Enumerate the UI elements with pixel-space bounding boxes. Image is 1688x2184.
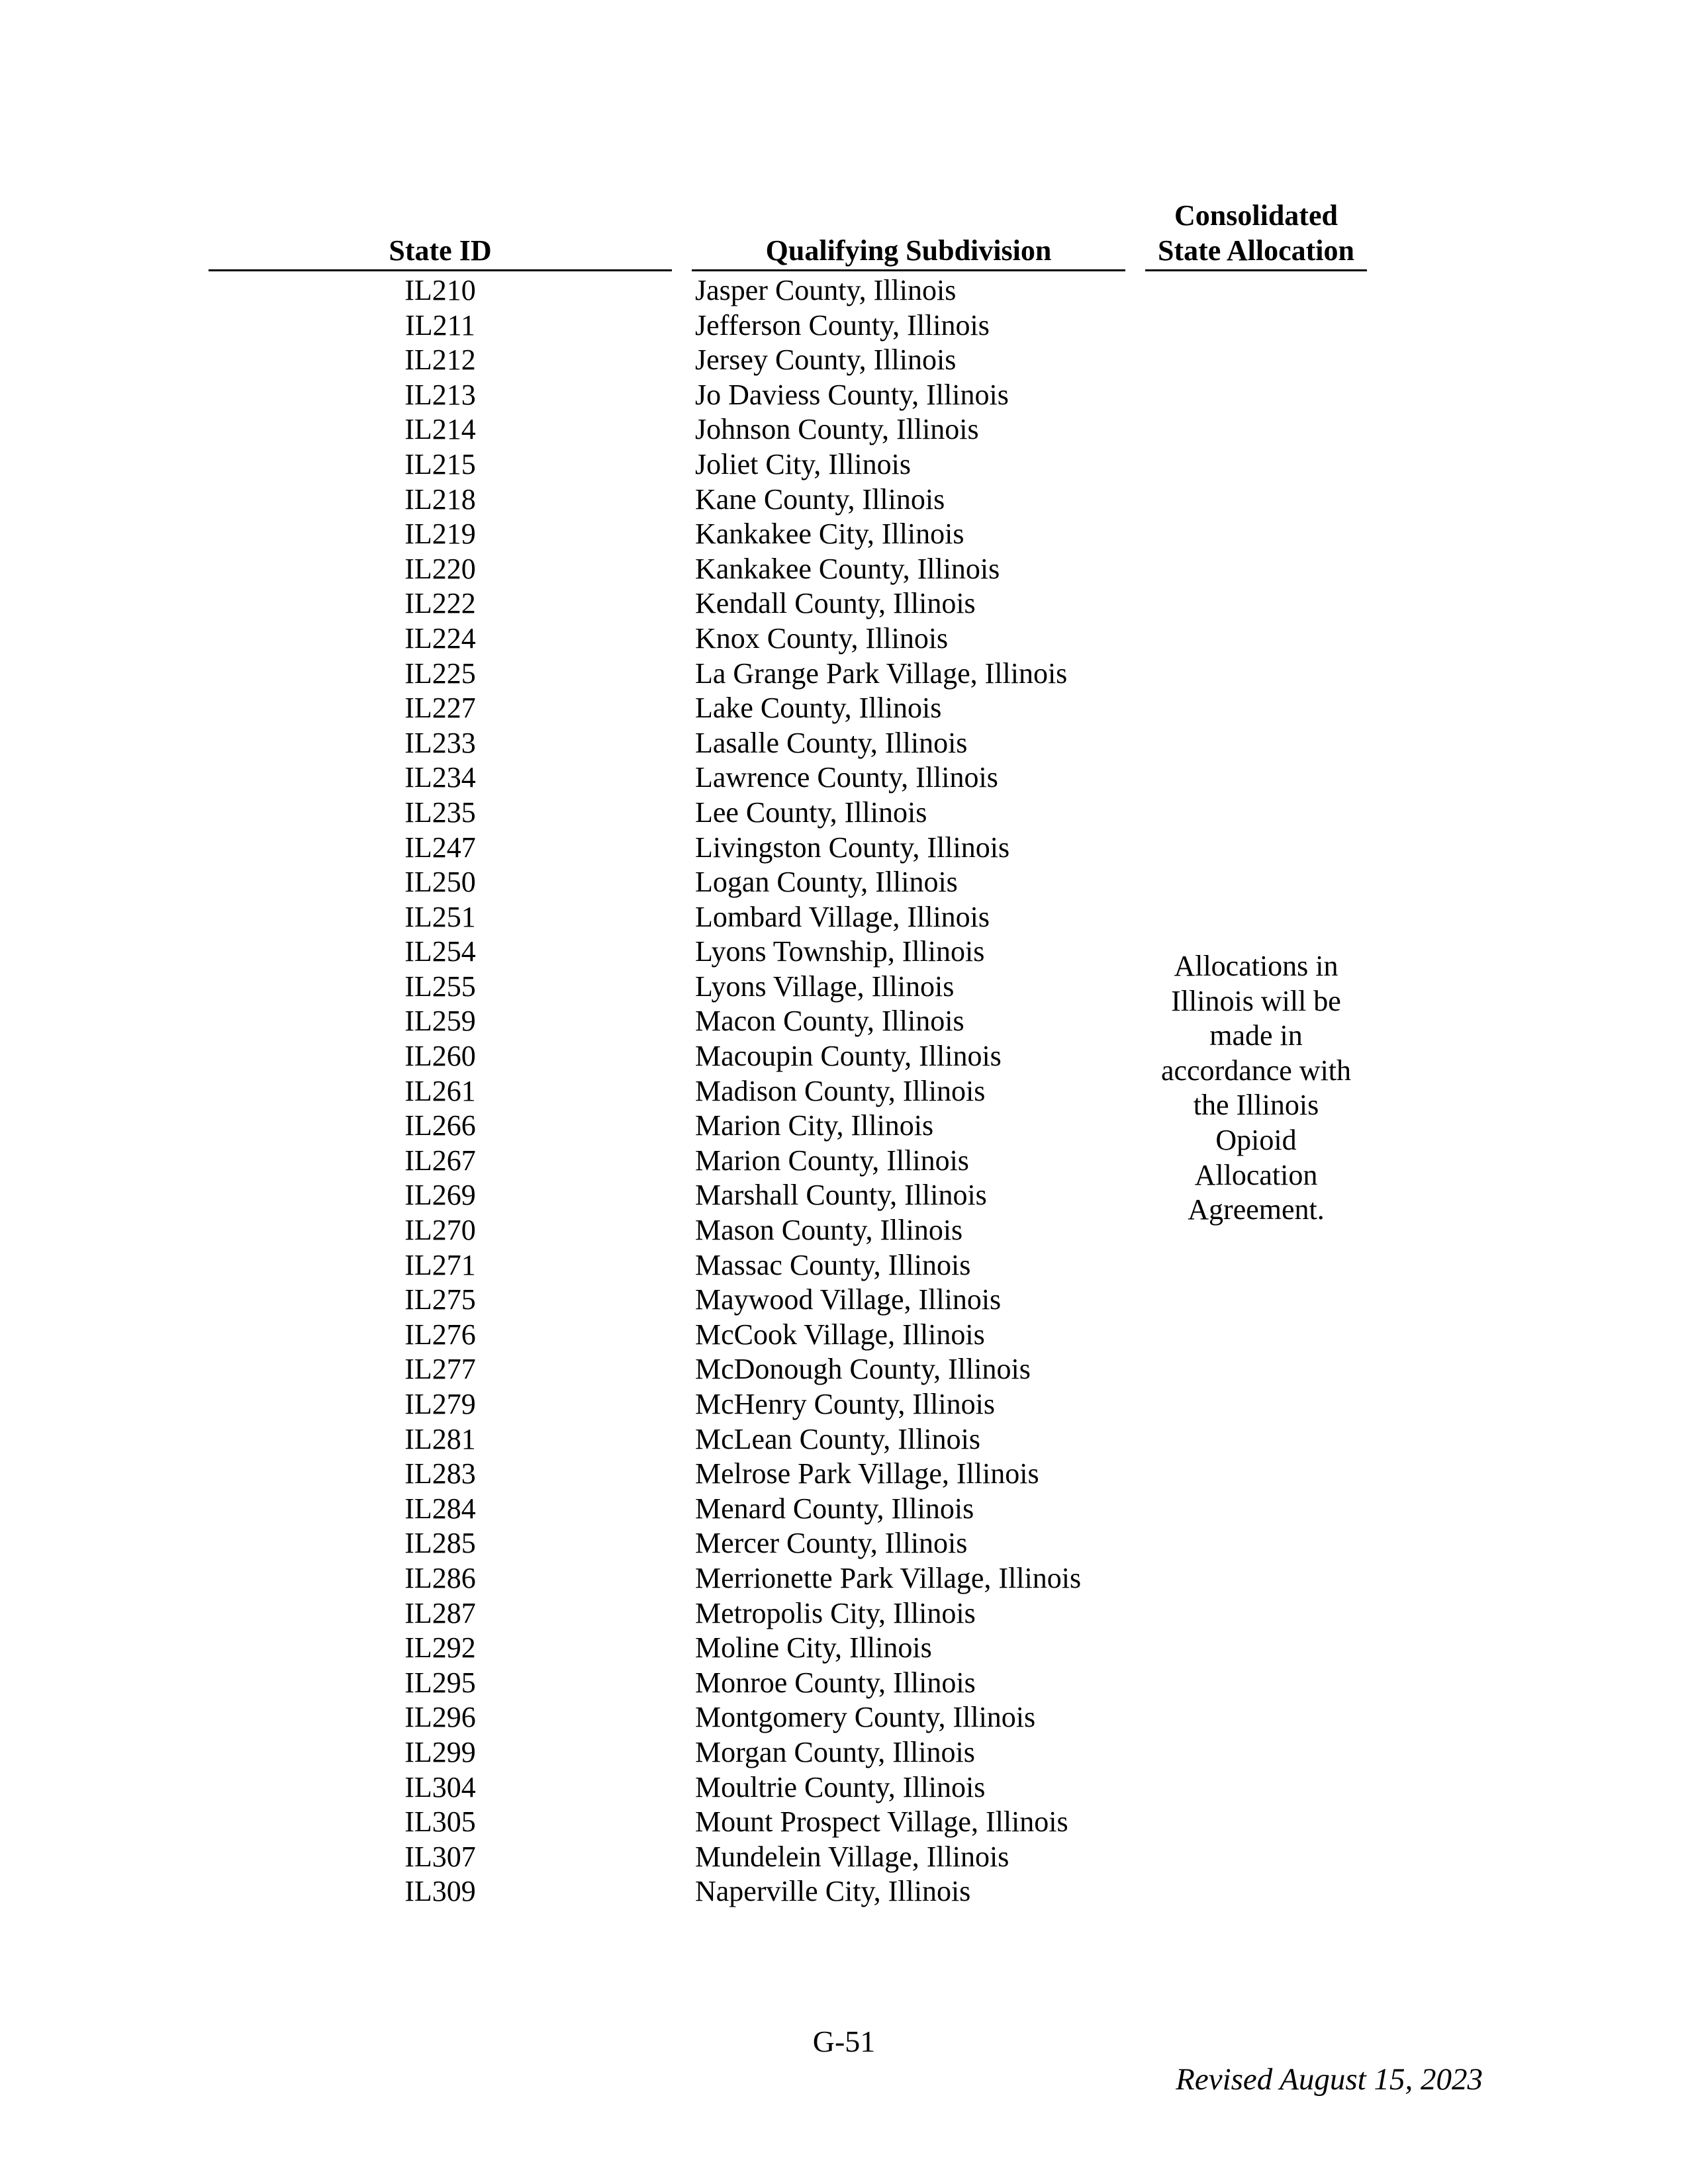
qualifying-subdivision-cell: Lee County, Illinois [695,796,927,829]
table-row [0,691,1688,726]
qualifying-subdivision-cell: Jersey County, Illinois [695,343,957,377]
state-id-cell: IL276 [404,1318,476,1351]
state-id-cell: IL309 [404,1875,476,1908]
table-row [0,900,1688,935]
column-header-qualifying-subdivision: Qualifying Subdivision [765,234,1052,267]
qualifying-subdivision-cell: Menard County, Illinois [695,1492,974,1525]
allocation-note-line: Illinois will be [1171,984,1341,1017]
state-id-cell: IL292 [404,1631,476,1664]
qualifying-subdivision-cell: Mercer County, Illinois [695,1527,968,1560]
qualifying-subdivision-cell: Johnson County, Illinois [695,413,979,446]
table-row [0,621,1688,657]
qualifying-subdivision-cell: Kankakee County, Illinois [695,552,1000,585]
state-id-cell: IL296 [404,1701,476,1734]
table-row [0,831,1688,866]
allocation-note-line: Opioid [1215,1123,1297,1156]
table-row [0,273,1688,308]
qualifying-subdivision-cell: Melrose Park Village, Illinois [695,1457,1039,1490]
state-id-cell: IL213 [404,378,476,411]
qualifying-subdivision-cell: Lake County, Illinois [695,692,942,725]
state-id-cell: IL235 [404,796,476,829]
qualifying-subdivision-cell: Macon County, Illinois [695,1005,964,1038]
table-row [0,1596,1688,1631]
table-row [0,1770,1688,1805]
table-row [0,1526,1688,1561]
table-row [0,1805,1688,1840]
state-id-cell: IL251 [404,900,476,933]
table-row [0,1735,1688,1770]
qualifying-subdivision-cell: Mount Prospect Village, Illinois [695,1805,1068,1839]
qualifying-subdivision-cell: Montgomery County, Illinois [695,1701,1036,1734]
state-id-cell: IL233 [404,726,476,759]
page-number: G-51 [812,2025,876,2058]
qualifying-subdivision-cell: Mundelein Village, Illinois [695,1840,1009,1873]
qualifying-subdivision-cell: Moultrie County, Illinois [695,1770,986,1803]
qualifying-subdivision-cell: Jasper County, Illinois [695,274,957,306]
table-row [0,1561,1688,1596]
state-id-cell: IL234 [404,761,476,794]
qualifying-subdivision-cell: Lyons Township, Illinois [695,935,985,968]
state-id-cell: IL267 [404,1144,476,1177]
table-row [0,796,1688,831]
table-row [0,1144,1688,1179]
column-header-allocation-line-2: State Allocation [1158,234,1354,267]
qualifying-subdivision-cell: Metropolis City, Illinois [695,1596,976,1629]
header-underline-allocation [1145,269,1367,271]
allocation-note-line: Agreement. [1188,1193,1325,1226]
table-row [0,1457,1688,1492]
table-row [0,1039,1688,1074]
header-underline-state-id [209,269,672,271]
qualifying-subdivision-cell: Merrionette Park Village, Illinois [695,1561,1082,1594]
table-row [0,482,1688,518]
table-row [0,1422,1688,1457]
revision-date: Revised August 15, 2023 [1176,2062,1483,2097]
table-row [0,1387,1688,1422]
table-row [0,412,1688,447]
table-row [0,308,1688,343]
qualifying-subdivision-cell: Madison County, Illinois [695,1074,986,1107]
table-row [0,726,1688,761]
qualifying-subdivision-cell: Mason County, Illinois [695,1214,963,1247]
allocation-note [1145,949,1367,1228]
state-id-cell: IL215 [404,447,476,480]
table-row [0,378,1688,413]
table-row [0,1248,1688,1283]
table-row [0,1840,1688,1875]
header-underline-qualifying-subdivision [692,269,1125,271]
qualifying-subdivision-cell: Massac County, Illinois [695,1248,971,1281]
state-id-cell: IL275 [404,1283,476,1316]
state-id-cell: IL299 [404,1735,476,1768]
qualifying-subdivision-cell: Jo Daviess County, Illinois [695,378,1009,411]
table-row [0,517,1688,552]
state-id-cell: IL277 [404,1353,476,1386]
state-id-cell: IL220 [404,552,476,585]
state-id-cell: IL218 [404,482,476,516]
table-row [0,447,1688,482]
table-row [0,1074,1688,1109]
state-id-cell: IL279 [404,1388,476,1420]
qualifying-subdivision-cell: Livingston County, Illinois [695,831,1010,864]
qualifying-subdivision-cell: Marion City, Illinois [695,1109,934,1142]
state-id-cell: IL250 [404,866,476,899]
state-id-cell: IL305 [404,1805,476,1839]
state-id-cell: IL210 [404,274,476,306]
table-row [0,1283,1688,1318]
table-row [0,865,1688,900]
table-row [0,343,1688,378]
qualifying-subdivision-cell: Lasalle County, Illinois [695,726,968,759]
table-row [0,1213,1688,1248]
table-row [0,970,1688,1005]
qualifying-subdivision-cell: La Grange Park Village, Illinois [695,657,1068,690]
qualifying-subdivision-cell: McCook Village, Illinois [695,1318,985,1351]
qualifying-subdivision-cell: Monroe County, Illinois [695,1666,976,1699]
state-id-cell: IL212 [404,343,476,377]
state-id-cell: IL219 [404,518,476,551]
qualifying-subdivision-cell: Logan County, Illinois [695,866,958,899]
state-id-cell: IL269 [404,1179,476,1212]
table-row [0,657,1688,692]
qualifying-subdivision-cell: Kane County, Illinois [695,482,945,516]
state-id-cell: IL287 [404,1596,476,1629]
state-id-cell: IL211 [405,308,475,341]
state-id-cell: IL271 [404,1248,476,1281]
state-id-cell: IL270 [404,1214,476,1247]
state-id-cell: IL295 [404,1666,476,1699]
table-row [0,1874,1688,1909]
table-row [0,1352,1688,1387]
state-id-cell: IL224 [404,621,476,655]
allocation-note-line: Allocations in [1174,950,1338,982]
qualifying-subdivision-cell: McLean County, Illinois [695,1422,980,1455]
subdivision-table [0,273,1688,1909]
state-id-cell: IL255 [404,970,476,1003]
table-row [0,1318,1688,1353]
state-id-cell: IL283 [404,1457,476,1490]
table-row [0,1631,1688,1666]
state-id-cell: IL225 [404,657,476,690]
state-id-cell: IL285 [404,1527,476,1560]
qualifying-subdivision-cell: Lyons Village, Illinois [695,970,955,1003]
qualifying-subdivision-cell: Morgan County, Illinois [695,1735,975,1768]
table-row [0,1109,1688,1144]
table-row [0,1178,1688,1213]
state-id-cell: IL260 [404,1040,476,1073]
state-id-cell: IL284 [404,1492,476,1525]
table-row [0,1700,1688,1735]
column-header-consolidated-state-allocation [1145,198,1367,268]
allocation-note-line: Allocation [1194,1158,1318,1191]
state-id-cell: IL247 [404,831,476,864]
qualifying-subdivision-cell: Naperville City, Illinois [695,1875,971,1908]
state-id-cell: IL304 [404,1770,476,1803]
state-id-cell: IL281 [404,1422,476,1455]
state-id-cell: IL266 [404,1109,476,1142]
qualifying-subdivision-cell: Macoupin County, Illinois [695,1040,1002,1073]
state-id-cell: IL307 [404,1840,476,1873]
state-id-cell: IL214 [404,413,476,446]
table-row [0,586,1688,621]
qualifying-subdivision-cell: McDonough County, Illinois [695,1353,1031,1386]
table-row [0,760,1688,796]
qualifying-subdivision-cell: Maywood Village, Illinois [695,1283,1002,1316]
table-row [0,552,1688,587]
qualifying-subdivision-cell: Jefferson County, Illinois [695,308,990,341]
qualifying-subdivision-cell: Marion County, Illinois [695,1144,969,1177]
column-header-state-id: State ID [389,234,492,267]
table-row [0,1666,1688,1701]
qualifying-subdivision-cell: Marshall County, Illinois [695,1179,987,1212]
qualifying-subdivision-cell: Knox County, Illinois [695,621,949,655]
table-row [0,934,1688,970]
state-id-cell: IL261 [404,1074,476,1107]
qualifying-subdivision-cell: Kendall County, Illinois [695,587,976,620]
table-row [0,1492,1688,1527]
qualifying-subdivision-cell: Lawrence County, Illinois [695,761,998,794]
state-id-cell: IL227 [404,692,476,725]
allocation-note-line: accordance with [1160,1054,1352,1087]
state-id-cell: IL222 [404,587,476,620]
state-id-cell: IL254 [404,935,476,968]
qualifying-subdivision-cell: Moline City, Illinois [695,1631,932,1664]
allocation-note-line: made in [1209,1019,1303,1052]
qualifying-subdivision-cell: McHenry County, Illinois [695,1388,995,1420]
qualifying-subdivision-cell: Lombard Village, Illinois [695,900,990,933]
qualifying-subdivision-cell: Kankakee City, Illinois [695,518,964,551]
allocation-note-line: the Illinois [1193,1089,1319,1122]
qualifying-subdivision-cell: Joliet City, Illinois [695,447,911,480]
column-header-allocation-line-1: Consolidated [1174,199,1338,232]
state-id-cell: IL259 [404,1005,476,1038]
state-id-cell: IL286 [404,1561,476,1594]
table-row [0,1004,1688,1039]
